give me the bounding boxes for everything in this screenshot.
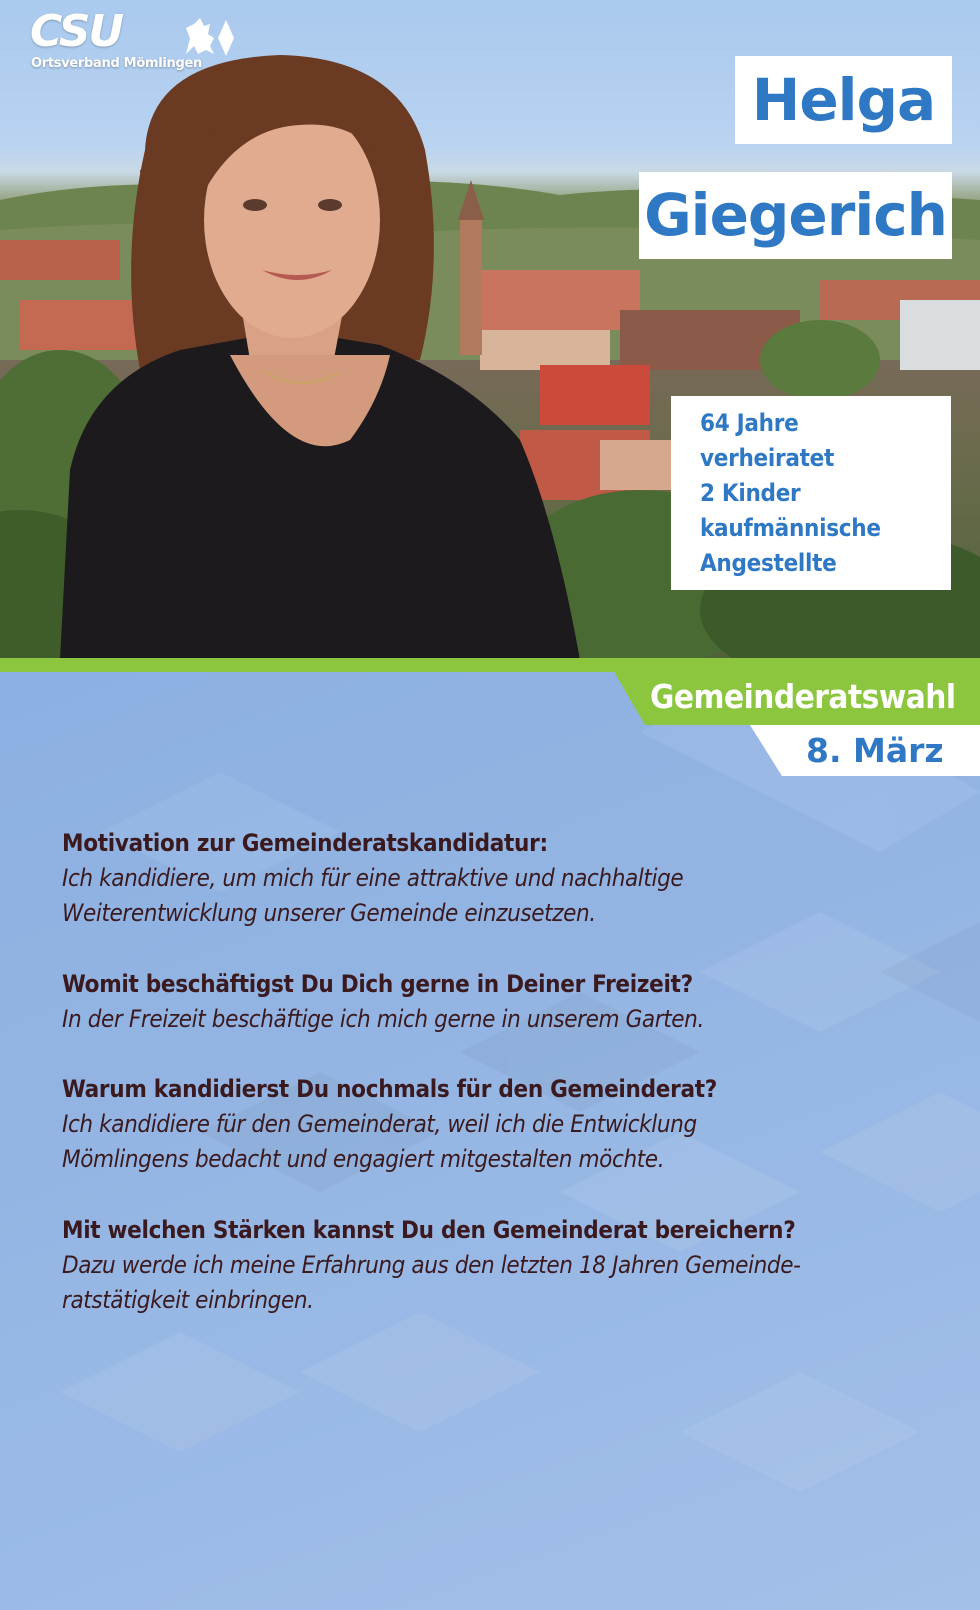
question-text: Motivation zur Gemeinderatskandidatur:	[62, 829, 548, 857]
fact-line: Angestellte	[700, 549, 837, 577]
qa-block-staerken	[62, 1213, 962, 1318]
fact-line: kaufmännische	[700, 514, 881, 542]
answer-line: In der Freizeit beschäftige ich mich gerne in unserem Garten.	[62, 1005, 704, 1033]
candidate-first-name: Helga	[735, 56, 952, 144]
question-text: Womit beschäftigst Du Dich gerne in Deiner Freizeit?	[62, 970, 693, 998]
qa-block-warum	[62, 1072, 962, 1177]
candidate-portrait	[0, 0, 620, 660]
fact-line: 2 Kinder	[700, 479, 801, 507]
election-label: Gemeinderatswahl	[650, 677, 956, 716]
candidate-last-name: Giegerich	[639, 172, 952, 259]
qa-block-motivation	[62, 826, 962, 931]
fact-line: 64 Jahre	[700, 409, 799, 437]
question-text: Mit welchen Stärken kannst Du den Gemeinderat bereichern?	[62, 1216, 796, 1244]
answer-line: ratstätigkeit einbringen.	[62, 1286, 314, 1314]
answer-line: Ich kandidiere, um mich für eine attraktive und nachhaltige	[62, 864, 684, 892]
answer-line: Ich kandidiere für den Gemeinderat, weil ich die Entwicklung	[62, 1110, 697, 1138]
csu-logo	[30, 6, 220, 76]
logo-subtitle: Ortsverband Mömlingen	[31, 56, 202, 71]
candidate-facts-box	[671, 396, 951, 590]
answer-line: Weiterentwicklung unserer Gemeinde einzusetzen.	[62, 899, 596, 927]
bavarian-lion-icon	[180, 16, 236, 60]
logo-wordmark: CSU	[30, 6, 123, 57]
hero-photo	[0, 0, 980, 660]
answer-line: Dazu werde ich meine Erfahrung aus den letzten 18 Jahren Gemeinde-	[62, 1251, 801, 1279]
fact-line: verheiratet	[700, 444, 835, 472]
question-text: Warum kandidierst Du nochmals für den Gemeinderat?	[62, 1075, 717, 1103]
qa-block-freizeit	[62, 967, 962, 1037]
election-date: 8. März	[806, 731, 944, 770]
answer-line: Mömlingens bedacht und engagiert mitgestalten möchte.	[62, 1145, 665, 1173]
